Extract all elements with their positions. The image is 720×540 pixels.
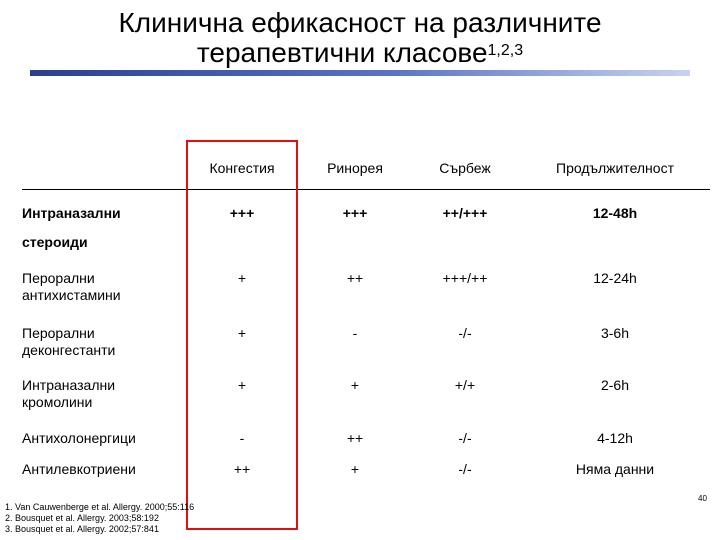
cell-congestion: - xyxy=(239,430,245,446)
cell-duration: 3-6h xyxy=(600,325,630,341)
reference-item: 3. Bousquet et al. Allergy. 2002;57:841 xyxy=(5,524,159,534)
row-label-intranasal-cromolyns-2: кромолини xyxy=(22,394,93,410)
header-divider xyxy=(22,189,710,190)
row-label-intranasal-steroids: Интраназални xyxy=(22,205,121,221)
column-header-duration: Продължителност xyxy=(556,160,674,176)
cell-duration: 4-12h xyxy=(597,430,633,446)
cell-itching: +++/++ xyxy=(442,270,488,286)
cell-duration: 2-6h xyxy=(600,377,630,393)
cell-duration: 12-48h xyxy=(592,205,638,221)
title-line-1: Клинична ефикасност на различните xyxy=(118,7,602,38)
cell-rhinorrhea: +++ xyxy=(342,205,368,221)
cell-itching: -/- xyxy=(458,430,472,446)
cell-itching: +/+ xyxy=(454,377,476,393)
cell-congestion: ++ xyxy=(233,461,251,477)
row-label-oral-decongestants: Перорални xyxy=(22,325,95,341)
cell-duration: Няма данни xyxy=(575,461,655,477)
slide-title xyxy=(0,8,720,68)
column-header-rhinorrhea: Ринорея xyxy=(327,160,383,176)
row-label-oral-decongestants-2: деконгестанти xyxy=(22,342,116,358)
title-superscript: 1,2,3 xyxy=(487,42,524,59)
row-label-oral-antihistamines: Перорални xyxy=(22,270,95,286)
title-line-2-text: терапевтични класове xyxy=(196,37,488,68)
reference-item: 1. Van Cauwenberge et al. Allergy. 2000;55:116 xyxy=(5,502,195,512)
row-label-oral-antihistamines-2: антихистамини xyxy=(22,287,121,303)
cell-rhinorrhea: + xyxy=(350,461,360,477)
row-label-anticholinergics: Антихолонергици xyxy=(22,430,136,446)
row-label-intranasal-steroids-2: стероиди xyxy=(22,234,88,250)
page-number: 40 xyxy=(698,494,707,503)
references xyxy=(5,502,194,535)
title-line-2 xyxy=(0,38,720,68)
cell-rhinorrhea: ++ xyxy=(346,270,364,286)
row-label-intranasal-cromolyns: Интраназални xyxy=(22,377,116,393)
title-underline xyxy=(30,70,690,76)
cell-rhinorrhea: - xyxy=(352,325,358,341)
row-label-antileukotrienes: Антилевкотриени xyxy=(22,461,136,477)
cell-congestion: + xyxy=(237,377,247,393)
cell-itching: -/- xyxy=(458,461,472,477)
cell-congestion: + xyxy=(237,325,247,341)
cell-duration: 12-24h xyxy=(593,270,637,286)
cell-congestion: +++ xyxy=(229,205,255,221)
column-header-itching: Сърбеж xyxy=(439,160,491,176)
cell-congestion: + xyxy=(237,270,247,286)
column-header-congestion: Конгестия xyxy=(209,160,275,176)
cell-itching: -/- xyxy=(458,325,472,341)
congestion-highlight-box xyxy=(186,140,298,530)
cell-itching: ++/+++ xyxy=(442,205,488,221)
cell-rhinorrhea: ++ xyxy=(346,430,364,446)
reference-item: 2. Bousquet et al. Allergy. 2003;58:192 xyxy=(5,513,159,523)
cell-rhinorrhea: + xyxy=(350,377,360,393)
